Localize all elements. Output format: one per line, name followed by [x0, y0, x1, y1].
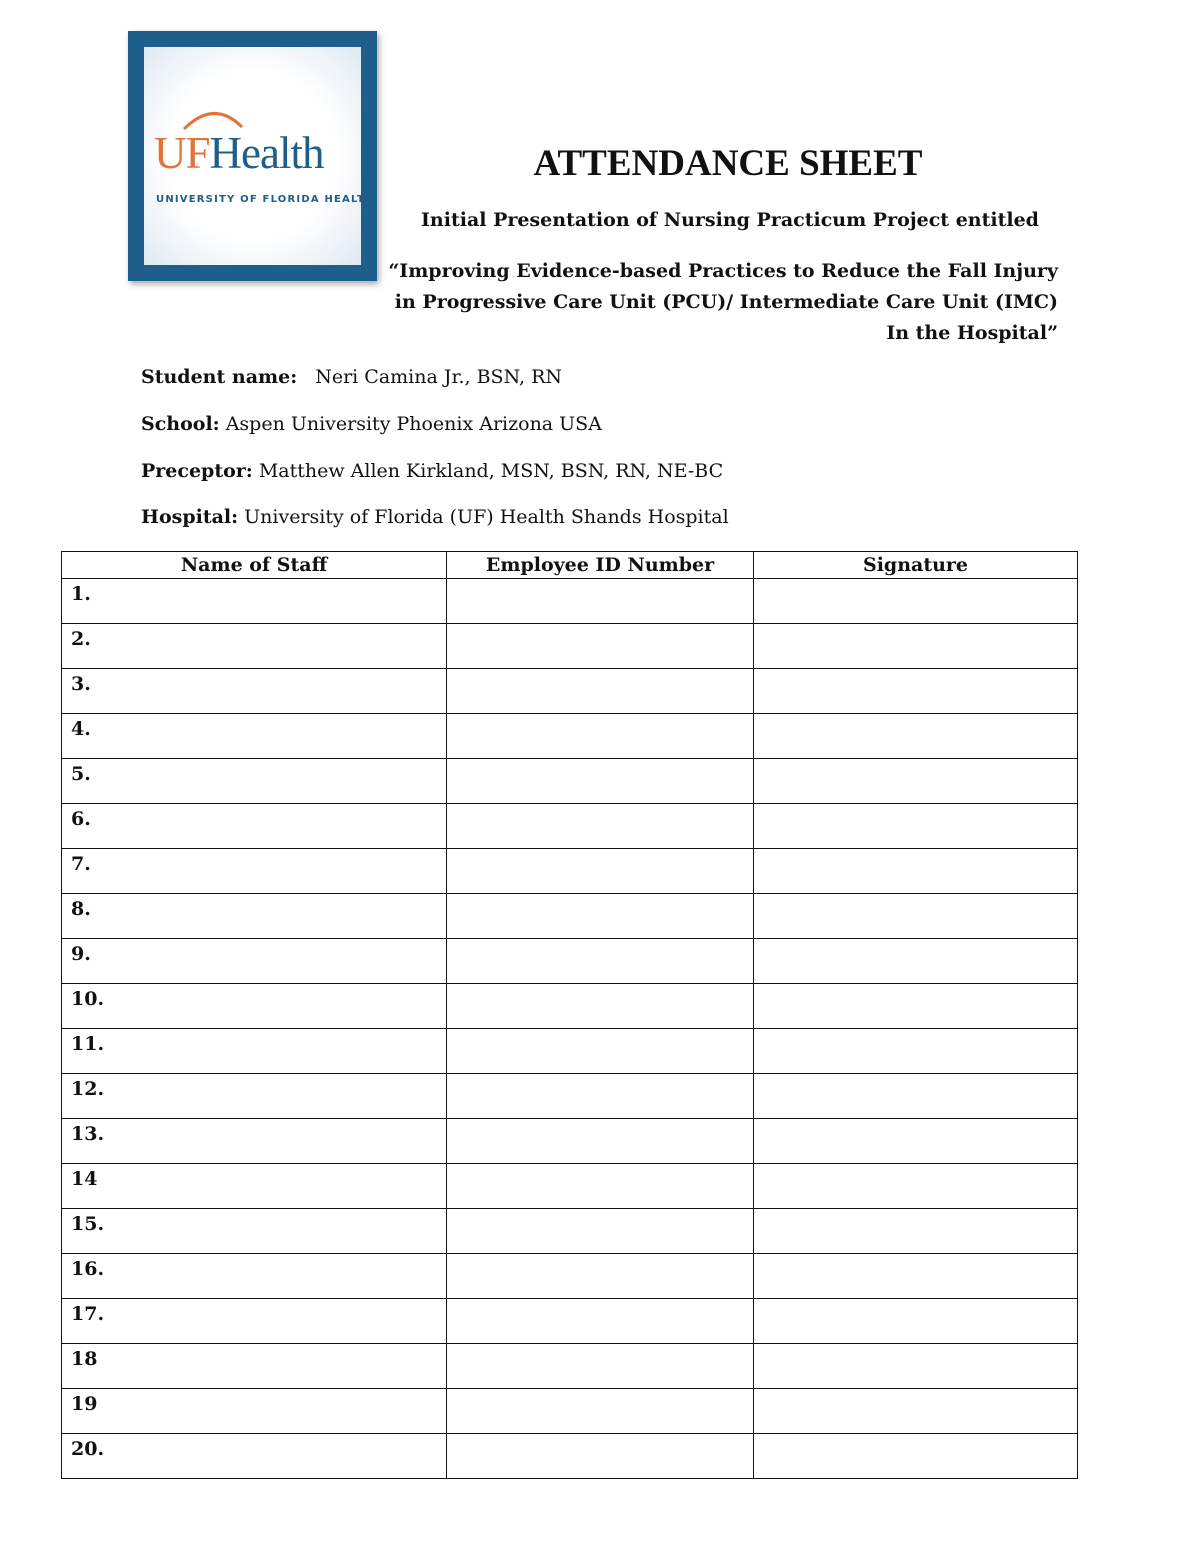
school-value: Aspen University Phoenix Arizona USA [225, 413, 602, 435]
signature-cell[interactable] [754, 1119, 1078, 1164]
preceptor-label: Preceptor: [141, 460, 253, 482]
student-name-line [141, 366, 562, 388]
employee-id-cell[interactable] [447, 939, 754, 984]
employee-id-cell[interactable] [447, 579, 754, 624]
column-header-name: Name of Staff [62, 552, 447, 579]
table-row [62, 894, 1078, 939]
table-header-row [62, 552, 1078, 579]
hospital-value: University of Florida (UF) Health Shands Hospital [244, 506, 729, 528]
logo-uf-text: UF [154, 128, 210, 178]
table-row [62, 759, 1078, 804]
staff-name-cell[interactable]: 20. [62, 1434, 447, 1479]
signature-cell[interactable] [754, 1389, 1078, 1434]
signature-cell[interactable] [754, 1074, 1078, 1119]
employee-id-cell[interactable] [447, 1029, 754, 1074]
hospital-line [141, 506, 729, 528]
signature-cell[interactable] [754, 1029, 1078, 1074]
table-row [62, 1119, 1078, 1164]
employee-id-cell[interactable] [447, 624, 754, 669]
signature-cell[interactable] [754, 939, 1078, 984]
employee-id-cell[interactable] [447, 1254, 754, 1299]
signature-cell[interactable] [754, 759, 1078, 804]
table-row [62, 1029, 1078, 1074]
signature-cell[interactable] [754, 1209, 1078, 1254]
staff-name-cell[interactable]: 6. [62, 804, 447, 849]
employee-id-cell[interactable] [447, 1074, 754, 1119]
employee-id-cell[interactable] [447, 1209, 754, 1254]
student-name-label: Student name: [141, 366, 298, 388]
signature-cell[interactable] [754, 714, 1078, 759]
signature-cell[interactable] [754, 1254, 1078, 1299]
staff-name-cell[interactable]: 3. [62, 669, 447, 714]
employee-id-cell[interactable] [447, 984, 754, 1029]
preceptor-value: Matthew Allen Kirkland, MSN, BSN, RN, NE-BC [258, 460, 724, 482]
staff-name-cell[interactable]: 4. [62, 714, 447, 759]
signature-cell[interactable] [754, 669, 1078, 714]
staff-name-cell[interactable]: 17. [62, 1299, 447, 1344]
signature-cell[interactable] [754, 1344, 1078, 1389]
logo-wordmark [154, 128, 324, 178]
staff-name-cell[interactable]: 2. [62, 624, 447, 669]
staff-name-cell[interactable]: 16. [62, 1254, 447, 1299]
employee-id-cell[interactable] [447, 894, 754, 939]
school-line [141, 413, 602, 435]
staff-name-cell[interactable]: 8. [62, 894, 447, 939]
signature-cell[interactable] [754, 894, 1078, 939]
table-row [62, 579, 1078, 624]
employee-id-cell[interactable] [447, 1164, 754, 1209]
staff-name-cell[interactable]: 18 [62, 1344, 447, 1389]
staff-name-cell[interactable]: 13. [62, 1119, 447, 1164]
signature-cell[interactable] [754, 1164, 1078, 1209]
school-label: School: [141, 413, 220, 435]
signature-cell[interactable] [754, 624, 1078, 669]
staff-name-cell[interactable]: 10. [62, 984, 447, 1029]
table-row [62, 1254, 1078, 1299]
employee-id-cell[interactable] [447, 669, 754, 714]
table-row [62, 1074, 1078, 1119]
employee-id-cell[interactable] [447, 714, 754, 759]
employee-id-cell[interactable] [447, 1299, 754, 1344]
signature-cell[interactable] [754, 849, 1078, 894]
staff-name-cell[interactable]: 14 [62, 1164, 447, 1209]
table-row [62, 939, 1078, 984]
table-row [62, 849, 1078, 894]
project-title-line: In the Hospital” [886, 322, 1058, 344]
employee-id-cell[interactable] [447, 759, 754, 804]
staff-name-cell[interactable]: 5. [62, 759, 447, 804]
attendance-table [61, 551, 1078, 1479]
table-row [62, 984, 1078, 1029]
table-row [62, 1344, 1078, 1389]
table-row [62, 669, 1078, 714]
column-header-employee-id: Employee ID Number [447, 552, 754, 579]
hospital-label: Hospital: [141, 506, 239, 528]
table-row [62, 804, 1078, 849]
table-row [62, 1389, 1078, 1434]
table-row [62, 1209, 1078, 1254]
signature-cell[interactable] [754, 1299, 1078, 1344]
page-subtitle: Initial Presentation of Nursing Practicum Project entitled [421, 209, 1039, 231]
column-header-signature: Signature [754, 552, 1078, 579]
staff-name-cell[interactable]: 9. [62, 939, 447, 984]
project-title [388, 256, 1058, 349]
student-name-value: Neri Camina Jr., BSN, RN [315, 366, 562, 388]
table-row [62, 1299, 1078, 1344]
staff-name-cell[interactable]: 15. [62, 1209, 447, 1254]
signature-cell[interactable] [754, 1434, 1078, 1479]
signature-cell[interactable] [754, 984, 1078, 1029]
signature-cell[interactable] [754, 804, 1078, 849]
table-row [62, 714, 1078, 759]
employee-id-cell[interactable] [447, 1119, 754, 1164]
employee-id-cell[interactable] [447, 804, 754, 849]
logo-tagline: UNIVERSITY OF FLORIDA HEALTH [156, 194, 375, 205]
employee-id-cell[interactable] [447, 1434, 754, 1479]
preceptor-line [141, 460, 723, 482]
page-title: ATTENDANCE SHEET [533, 143, 923, 184]
table-row [62, 1434, 1078, 1479]
signature-cell[interactable] [754, 579, 1078, 624]
staff-name-cell[interactable]: 1. [62, 579, 447, 624]
employee-id-cell[interactable] [447, 1344, 754, 1389]
table-row [62, 624, 1078, 669]
staff-name-cell[interactable]: 12. [62, 1074, 447, 1119]
staff-name-cell[interactable]: 11. [62, 1029, 447, 1074]
attendance-table-body [62, 579, 1078, 1479]
employee-id-cell[interactable] [447, 1389, 754, 1434]
uf-health-logo [128, 31, 377, 281]
table-row [62, 1164, 1078, 1209]
employee-id-cell[interactable] [447, 849, 754, 894]
staff-name-cell[interactable]: 19 [62, 1389, 447, 1434]
staff-name-cell[interactable]: 7. [62, 849, 447, 894]
logo-health-text: Health [209, 128, 324, 178]
project-title-line: in Progressive Care Unit (PCU)/ Intermediate Care Unit (IMC) [394, 291, 1058, 313]
project-title-line: “Improving Evidence-based Practices to Reduce the Fall Injury [388, 260, 1058, 282]
